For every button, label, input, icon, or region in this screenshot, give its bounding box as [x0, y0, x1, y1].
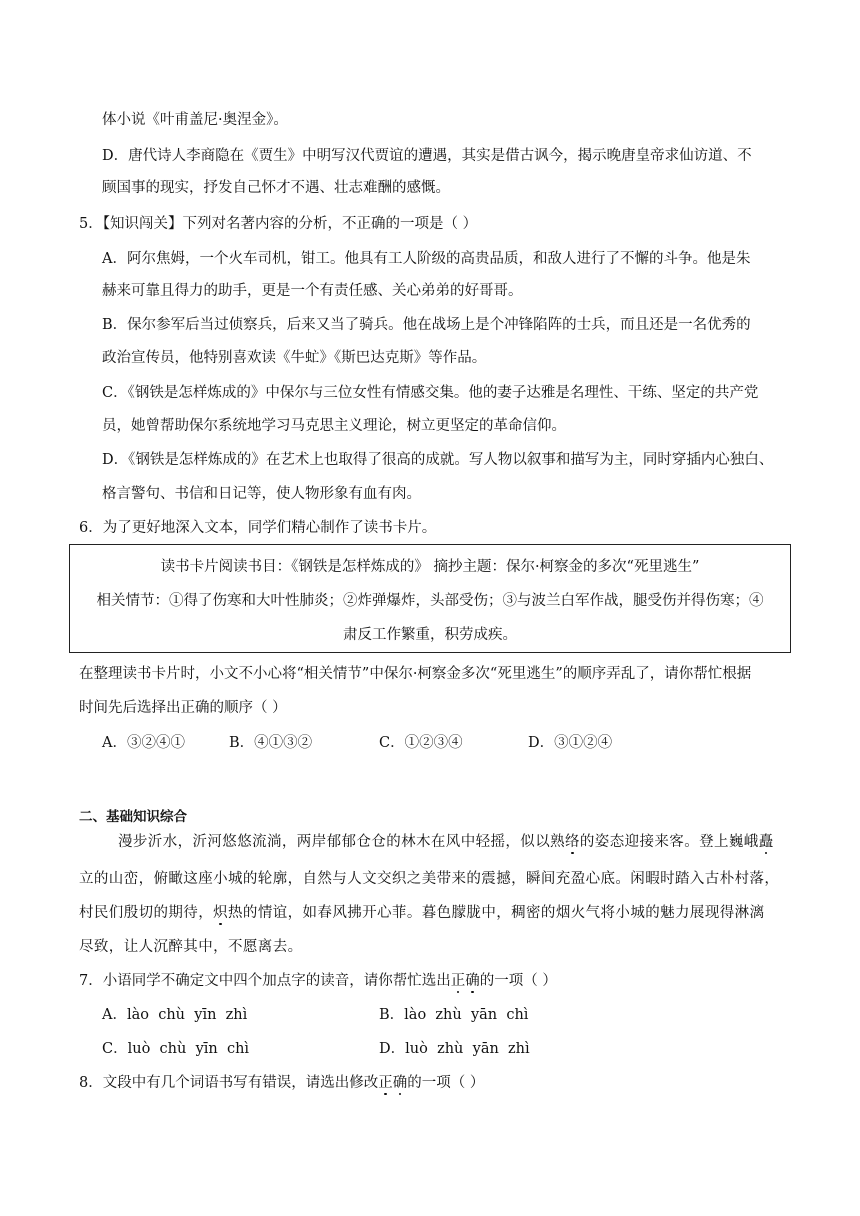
q4-continuation: 体小说《叶甫盖尼·奥涅金》。 [102, 112, 288, 128]
q7-option-d[interactable]: D．luò zhù yān zhì [379, 1041, 530, 1057]
q6-option-b[interactable]: B．④①③② [229, 735, 313, 751]
reading-card-line2: 相关情节：①得了伤寒和大叶性肺炎；②炸弹爆炸，头部受伤；③与波兰白军作战，腿受伤并得伤寒；④ [96, 593, 764, 609]
dotted-char-chi: 炽 [213, 905, 229, 921]
q5-option-b-line2: 政治宣传员，他特别喜欢读《牛虻》《斯巴达克斯》等作品。 [102, 350, 487, 366]
q5-stem: 5．【知识闯关】下列对名著内容的分析，不正确的一项是（ ） [79, 216, 478, 232]
q5-option-d-line2: 格言警句、书信和日记等，使人物形象有血有肉。 [102, 486, 421, 502]
passage-line1: 漫步沂水，沂河悠悠流淌，两岸郁郁仓仓的林木在风中轻摇，似以熟络的姿态迎接来客。登上巍峨矗 [118, 834, 774, 850]
passage-line2: 立的山峦，俯瞰这座小城的轮廓，自然与人文交织之美带来的震撼，瞬间充盈心底。闲暇时踏入古朴村落， [79, 871, 780, 887]
q5-option-a-line2: 赫来可靠且得力的助手，更是一个有责任感、关心弟弟的好哥哥。 [102, 283, 523, 299]
q6-question-line2: 时间先后选择出正确的顺序（ ） [79, 700, 287, 716]
q5-option-c-line2: 员，她曾帮助保尔系统地学习马克思主义理论，树立更坚定的革命信仰。 [102, 418, 566, 434]
q4-option-d-line2: 顾国事的现实，抒发自己怀才不遇、壮志难酬的感慨。 [102, 180, 450, 196]
q5-option-d-line1: D．《钢铁是怎样炼成的》在艺术上也取得了很高的成就。写人物以叙事和描写为主，同时穿插内心独白、 [102, 452, 774, 468]
dotted-char-luo: 络 [565, 834, 580, 850]
q6-option-a[interactable]: A．③②④① [102, 735, 185, 751]
emphasis-char: 确 [465, 973, 480, 989]
reading-card-line3: 肃反工作繁重，积劳成疾。 [343, 627, 517, 643]
q6-question-line1: 在整理读书卡片时，小文不小心将“相关情节”中保尔·柯察金多次“死里逃生”的顺序弄乱了，请你帮忙根据 [79, 666, 752, 682]
q7-option-b[interactable]: B．lào zhù yān chì [379, 1007, 529, 1023]
q6-stem: 6．为了更好地深入文本，同学们精心制作了读书卡片。 [79, 520, 437, 536]
reading-card [69, 544, 791, 653]
q4-option-d-line1: D．唐代诗人李商隐在《贾生》中明写汉代贾谊的遭遇，其实是借古讽今，揭示晚唐皇帝求仙访道、不 [102, 148, 752, 164]
q5-option-a-line1: A．阿尔焦姆，一个火车司机，钳工。他具有工人阶级的高贵品质，和敌人进行了不懈的斗争。他是朱 [102, 251, 751, 267]
emphasis-char: 正 [378, 1075, 393, 1091]
q7-options-row2 [0, 1039, 860, 1059]
reading-card-line1: 读书卡片阅读书目：《钢铁是怎样炼成的》 摘抄主题：保尔·柯察金的多次“死里逃生” [160, 559, 700, 575]
emphasis-char: 确 [392, 1075, 408, 1091]
q7-options-row1 [0, 1005, 860, 1025]
q7-stem: 7．小语同学不确定文中四个加点字的读音，请你帮忙选出正确的一项（ ） [79, 973, 557, 989]
q6-option-c[interactable]: C．①②③④ [379, 735, 463, 751]
q6-option-d[interactable]: D．③①②④ [528, 735, 613, 751]
q8-stem: 8．文段中有几个词语书写有错误，请选出修改正确的一项（ ） [79, 1075, 485, 1091]
q7-option-c[interactable]: C．luò chù yīn chì [102, 1041, 250, 1057]
section-title: 二、基础知识综合 [79, 809, 187, 825]
q5-option-c-line1: C．《钢铁是怎样炼成的》中保尔与三位女性有情感交集。他的妻子达雅是名理性、干练、坚定的共产党 [102, 385, 759, 401]
passage-line4: 尽致，让人沉醉其中，不愿离去。 [79, 939, 303, 955]
q5-option-b-line1: B．保尔参军后当过侦察兵，后来又当了骑兵。他在战场上是个冲锋陷阵的士兵，而且还是一名优秀的 [102, 317, 751, 333]
q7-option-a[interactable]: A．lào chù yīn zhì [102, 1007, 248, 1023]
dotted-char-chu: 矗 [758, 834, 774, 850]
passage-line3: 村民们殷切的期待，炽热的情谊，如春风拂开心菲。暮色朦胧中，稠密的烟火气将小城的魅力展现得淋漓 [79, 905, 765, 921]
emphasis-char: 正 [450, 973, 466, 989]
q6-options [0, 733, 860, 753]
